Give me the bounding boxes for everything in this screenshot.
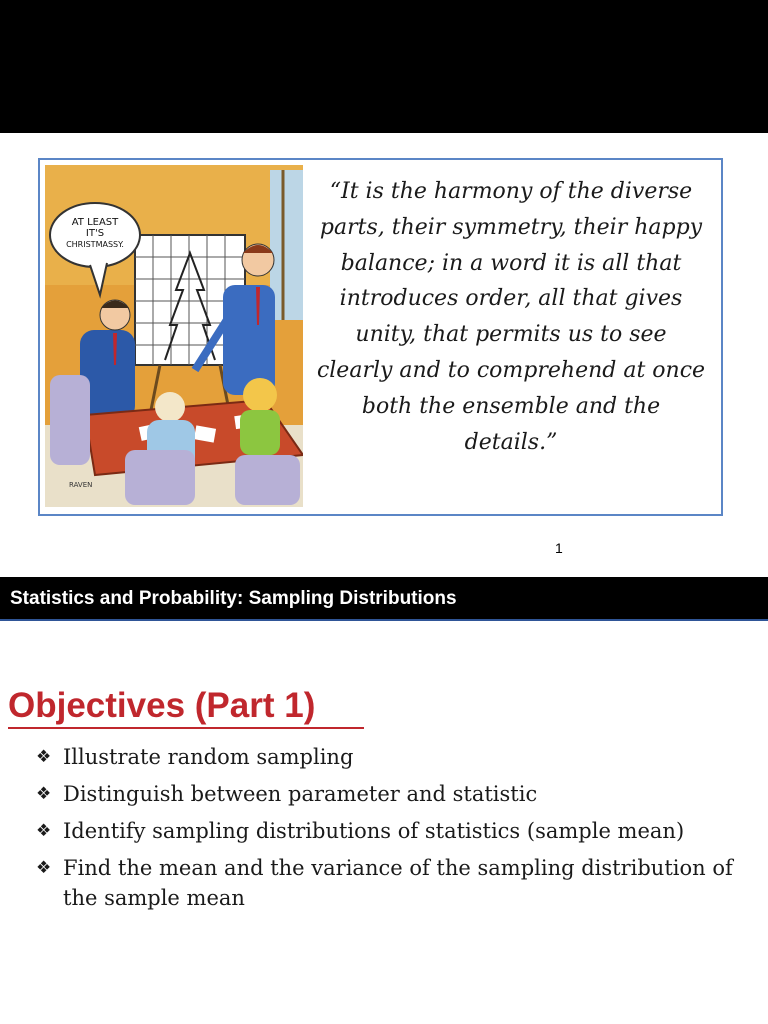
title-underline [8, 727, 364, 729]
quote-text: “It is the harmony of the diverse parts, their symmetry, their happy balance; in a word it is all that introduces order, all that gives unity, that permits us to see clearly and to comprehend at once both the ensemble and the details.” [316, 179, 706, 455]
cartoon-illustration [45, 165, 303, 507]
diamond-bullet-icon: ❖ [36, 747, 52, 767]
slide-header-title: Statistics and Probability: Sampling Distributions [10, 588, 457, 609]
speech-line-1: AT LEAST [71, 217, 119, 228]
objective-item [36, 779, 736, 809]
diamond-bullet-icon: ❖ [36, 858, 52, 878]
speech-line-3: CHRISTMASSY. [66, 240, 124, 249]
objective-text: Distinguish between parameter and statistic [63, 782, 538, 806]
objective-text: Illustrate random sampling [63, 745, 354, 769]
objective-text: Find the mean and the variance of the sampling distribution of the sample mean [63, 856, 733, 910]
diamond-bullet-icon: ❖ [36, 784, 52, 804]
diamond-bullet-icon: ❖ [36, 821, 52, 841]
objective-item [36, 816, 736, 846]
speech-line-2: IT'S [85, 228, 105, 239]
objective-item [36, 853, 736, 913]
objectives-list [36, 742, 736, 920]
cartoon-signature: RAVEN [69, 481, 93, 489]
page-number: 1 [555, 540, 563, 556]
objectives-title: Objectives (Part 1) [8, 686, 316, 725]
objective-text: Identify sampling distributions of statistics (sample mean) [63, 819, 685, 843]
objective-item [36, 742, 736, 772]
top-black-bar [0, 0, 768, 133]
